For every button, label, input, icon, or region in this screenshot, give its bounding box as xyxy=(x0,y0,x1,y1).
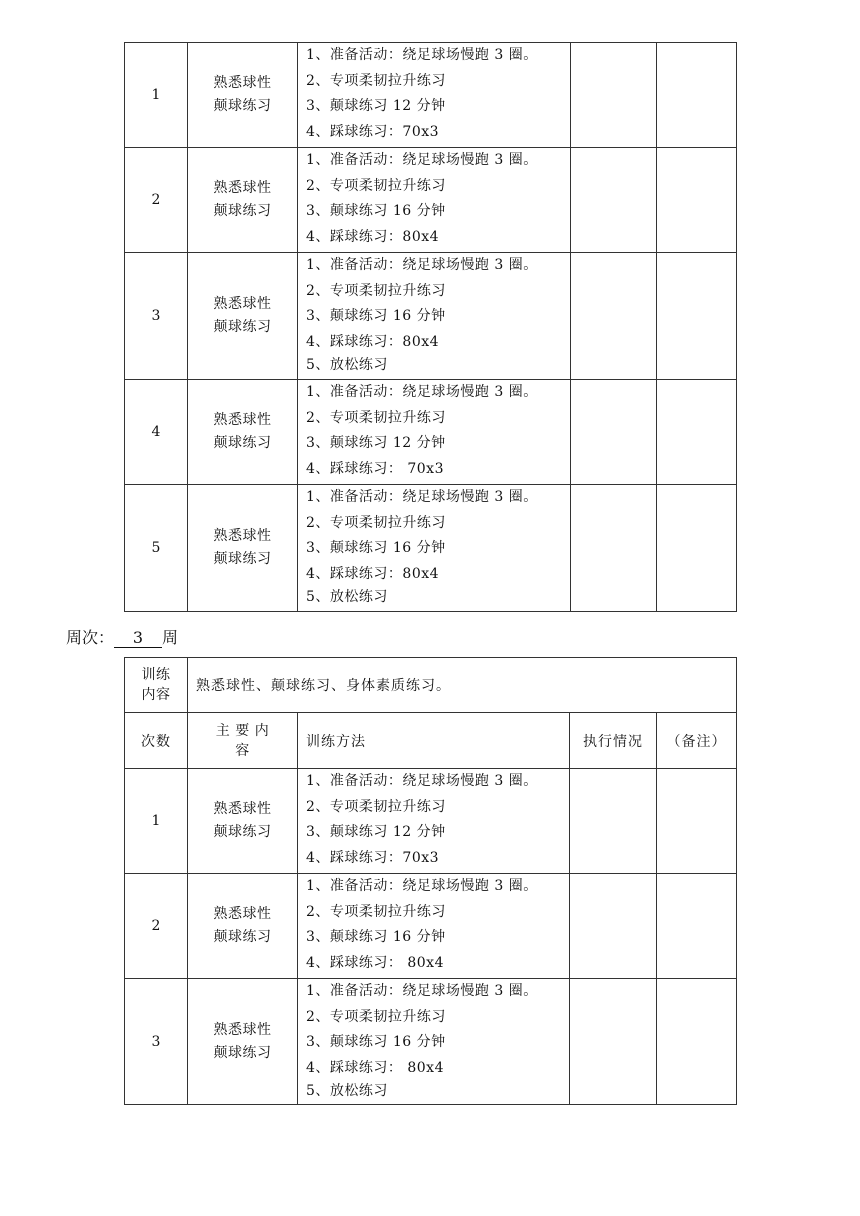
main-content-cell: 熟悉球性 颠球练习 xyxy=(188,769,298,874)
training-table-week-2 xyxy=(124,42,737,612)
header-notes: （备注） xyxy=(657,713,737,769)
header-row xyxy=(125,713,737,769)
table-row xyxy=(125,253,737,380)
execution-status-cell xyxy=(570,979,657,1105)
execution-status-cell xyxy=(570,874,657,979)
table-row xyxy=(125,769,737,874)
training-method-cell: 1、准备活动：绕足球场慢跑 3 圈。 2、专项柔韧拉升练习 3、颠球练习 16 分钟 4、踩球练习：80x4 5、放松练习 xyxy=(298,253,571,380)
training-table-week-3 xyxy=(124,657,737,1105)
notes-cell xyxy=(657,148,737,253)
table-row xyxy=(125,148,737,253)
table-row xyxy=(125,874,737,979)
main-content-cell: 熟悉球性 颠球练习 xyxy=(188,874,298,979)
notes-cell xyxy=(657,43,737,148)
execution-status-cell xyxy=(571,253,657,380)
execution-status-cell xyxy=(571,148,657,253)
notes-cell xyxy=(657,380,737,485)
row-number: 2 xyxy=(125,148,188,253)
main-content-cell: 熟悉球性 颠球练习 xyxy=(188,485,298,612)
header-training-method: 训练方法 xyxy=(298,713,570,769)
training-method-cell: 1、准备活动：绕足球场慢跑 3 圈。 2、专项柔韧拉升练习 3、颠球练习 16 分钟 4、踩球练习： 80x4 xyxy=(298,874,570,979)
row-number: 3 xyxy=(125,253,188,380)
week-prefix: 周次： xyxy=(66,628,115,647)
execution-status-cell xyxy=(571,485,657,612)
notes-cell xyxy=(657,874,737,979)
notes-cell xyxy=(657,769,737,874)
execution-status-cell xyxy=(571,43,657,148)
main-content-cell: 熟悉球性 颠球练习 xyxy=(188,148,298,253)
table-row xyxy=(125,43,737,148)
training-method-cell: 1、准备活动：绕足球场慢跑 3 圈。 2、专项柔韧拉升练习 3、颠球练习 12 分钟 4、踩球练习： 70x3 xyxy=(298,380,571,485)
training-method-cell: 1、准备活动：绕足球场慢跑 3 圈。 2、专项柔韧拉升练习 3、颠球练习 16 分钟 4、踩球练习：80x4 xyxy=(298,148,571,253)
row-number: 2 xyxy=(125,874,188,979)
week-heading xyxy=(66,625,178,648)
content-label: 训练 内容 xyxy=(125,658,188,713)
training-method-cell: 1、准备活动：绕足球场慢跑 3 圈。 2、专项柔韧拉升练习 3、颠球练习 16 分钟 4、踩球练习： 80x4 5、放松练习 xyxy=(298,979,570,1105)
table-row xyxy=(125,380,737,485)
content-row xyxy=(125,658,737,713)
row-number: 4 xyxy=(125,380,188,485)
table-row xyxy=(125,979,737,1105)
execution-status-cell xyxy=(570,769,657,874)
main-content-cell: 熟悉球性 颠球练习 xyxy=(188,380,298,485)
notes-cell xyxy=(657,979,737,1105)
header-count: 次数 xyxy=(125,713,188,769)
week-number: 3 xyxy=(114,629,162,648)
training-method-cell: 1、准备活动：绕足球场慢跑 3 圈。 2、专项柔韧拉升练习 3、颠球练习 16 分钟 4、踩球练习：80x4 5、放松练习 xyxy=(298,485,571,612)
week-suffix: 周 xyxy=(162,628,179,647)
table-row xyxy=(125,485,737,612)
notes-cell xyxy=(657,485,737,612)
main-content-cell: 熟悉球性 颠球练习 xyxy=(188,253,298,380)
main-content-cell: 熟悉球性 颠球练习 xyxy=(188,43,298,148)
row-number: 5 xyxy=(125,485,188,612)
execution-status-cell xyxy=(571,380,657,485)
row-number: 1 xyxy=(125,769,188,874)
header-execution-status: 执行情况 xyxy=(570,713,657,769)
content-text: 熟悉球性、颠球练习、身体素质练习。 xyxy=(188,658,737,713)
row-number: 1 xyxy=(125,43,188,148)
training-method-cell: 1、准备活动：绕足球场慢跑 3 圈。 2、专项柔韧拉升练习 3、颠球练习 12 分钟 4、踩球练习：70x3 xyxy=(298,769,570,874)
training-method-cell: 1、准备活动：绕足球场慢跑 3 圈。 2、专项柔韧拉升练习 3、颠球练习 12 分钟 4、踩球练习：70x3 xyxy=(298,43,571,148)
header-main-content: 主 要 内 容 xyxy=(188,713,298,769)
notes-cell xyxy=(657,253,737,380)
row-number: 3 xyxy=(125,979,188,1105)
main-content-cell: 熟悉球性 颠球练习 xyxy=(188,979,298,1105)
